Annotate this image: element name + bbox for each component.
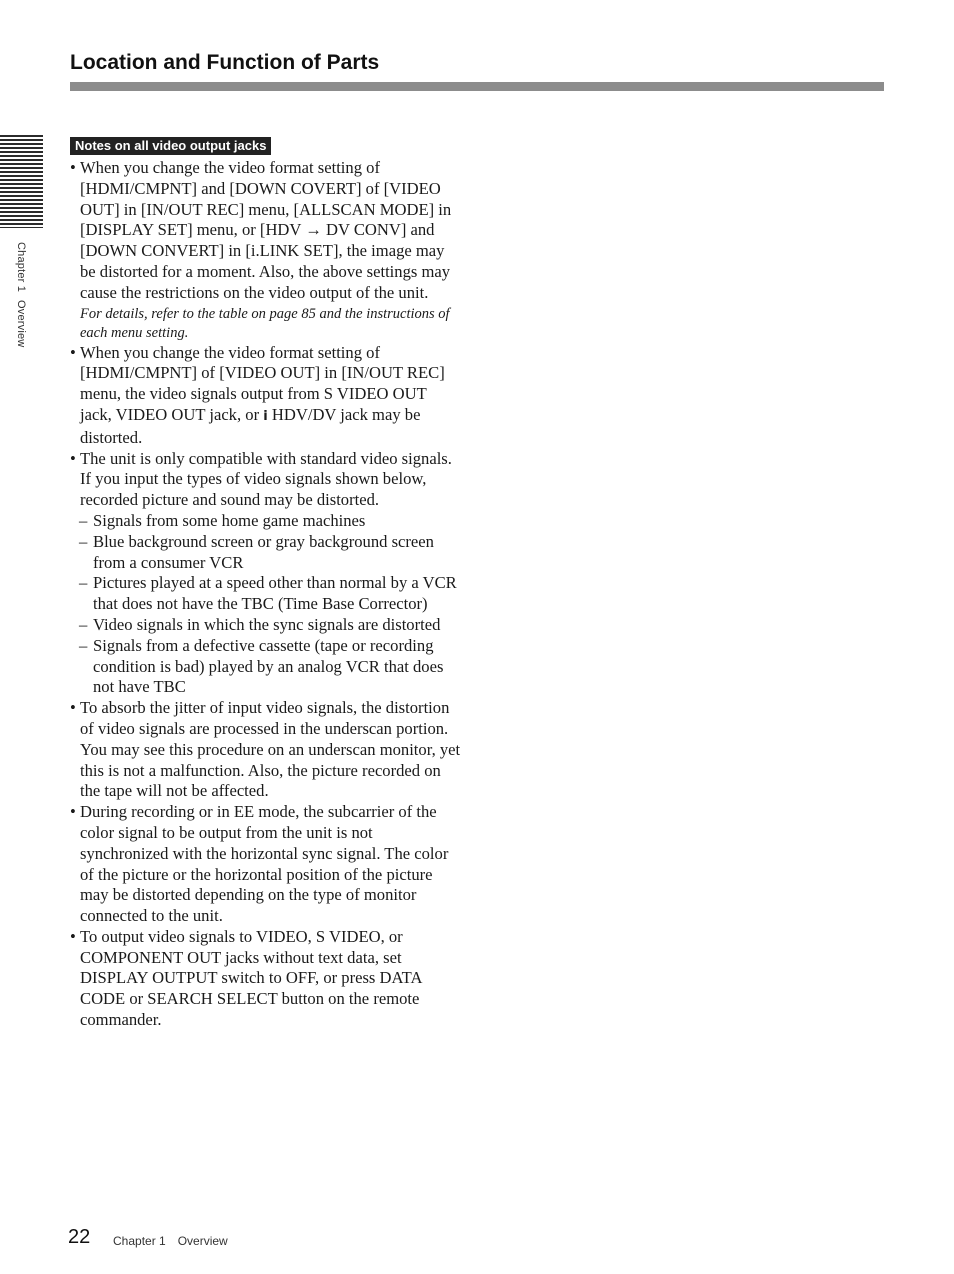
sub-list-item: – Signals from a defective cassette (tape or recording condition is bad) played by an analog VCR that does not have TBC <box>70 636 462 698</box>
sub-list-item: – Blue background screen or gray background screen from a consumer VCR <box>70 532 462 574</box>
list-item-note: For details, refer to the table on page 85 and the instructions of each menu setting. <box>80 305 450 341</box>
footer-chapter <box>113 1234 228 1248</box>
sub-list-item: – Pictures played at a speed other than normal by a VCR that does not have the TBC (Time Base Corrector) <box>70 573 462 615</box>
ilink-icon: i <box>263 408 268 424</box>
side-section: Overview <box>15 300 27 348</box>
footer-chapter-label: Chapter 1 <box>113 1234 166 1248</box>
chapter-side-label <box>15 242 27 348</box>
list-item: • When you change the video format setting of [HDMI/CMPNT] of [VIDEO OUT] in [IN/OUT REC] menu, the video signals output from S VIDEO OUT jack, VIDEO OUT jack, or i HDV/DV jack may be distorted. <box>70 343 462 449</box>
side-chapter: Chapter 1 <box>15 242 27 293</box>
chapter-tab-stripes <box>0 135 43 228</box>
list-item: • When you change the video format setting of [HDMI/CMPNT] and [DOWN COVERT] of [VIDEO OUT] in [IN/OUT REC] menu, [ALLSCAN MODE] in [DISPLAY SET] menu, or [HDV → DV CONV] and [DOWN CONVERT] in [i.LINK SET], the image may be distorted for a moment. Also, the above settings may cause the restrictions on the video output of the unit. <box>70 158 462 304</box>
list-item: • To absorb the jitter of input video signals, the distortion of video signals are processed in the underscan portion. You may see this procedure on an underscan monitor, yet this is not a malfunction. Also, the picture recorded on the tape will not be affected. <box>70 698 462 802</box>
sub-list-item: – Signals from some home game machines <box>70 511 462 532</box>
list-item: • The unit is only compatible with standard video signals. If you input the types of video signals shown below, recorded picture and sound may be distorted. <box>70 449 462 511</box>
list-item: • During recording or in EE mode, the subcarrier of the color signal to be output from the unit is not synchronized with the horizontal sync signal. The color of the picture or the horizontal position of the picture may be distorted depending on the type of monitor connected to the unit. <box>70 802 462 927</box>
page-number: 22 <box>68 1226 91 1248</box>
sub-list-item: – Video signals in which the sync signals are distorted <box>70 615 462 636</box>
section-heading: Notes on all video output jacks <box>70 137 271 155</box>
list-item: • To output video signals to VIDEO, S VIDEO, or COMPONENT OUT jacks without text data, set DISPLAY OUTPUT switch to OFF, or press DATA CODE or SEARCH SELECT button on the remote commander. <box>70 927 462 1031</box>
footer-section-label: Overview <box>177 1234 228 1248</box>
title-rule <box>70 82 884 91</box>
notes-list <box>70 158 462 1031</box>
arrow-right-icon: → <box>305 220 322 240</box>
page-title: Location and Function of Parts <box>70 51 380 74</box>
